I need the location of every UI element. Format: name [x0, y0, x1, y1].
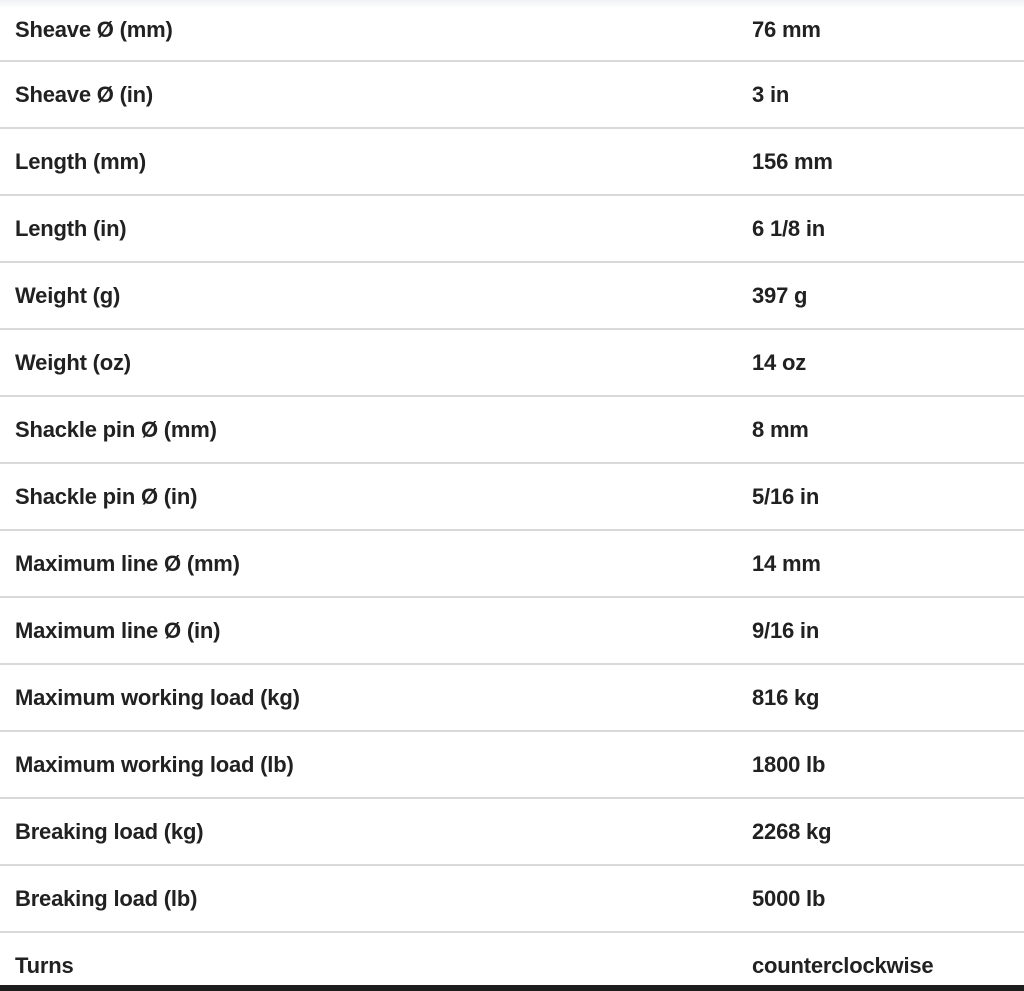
spec-label: Weight (g) [15, 282, 121, 308]
spec-label: Maximum line Ø (in) [15, 617, 221, 643]
spec-value: 5/16 in [752, 483, 820, 509]
spec-row [0, 531, 1024, 598]
spec-row [0, 866, 1024, 933]
spec-row [0, 933, 1024, 991]
spec-value: 397 g [752, 282, 808, 308]
spec-label: Breaking load (kg) [15, 818, 204, 844]
spec-label: Sheave Ø (in) [15, 81, 153, 107]
spec-label: Length (in) [15, 215, 127, 241]
spec-row [0, 0, 1024, 62]
spec-row [0, 665, 1024, 732]
spec-value: 5000 lb [752, 885, 826, 911]
spec-value: counterclockwise [752, 952, 934, 978]
spec-value: 76 mm [752, 17, 821, 42]
spec-label: Maximum working load (kg) [15, 684, 300, 710]
spec-label: Turns [15, 952, 74, 978]
spec-value: 6 1/8 in [752, 215, 825, 241]
spec-label: Length (mm) [15, 148, 147, 174]
spec-label: Shackle pin Ø (in) [15, 483, 198, 509]
spec-value: 3 in [752, 81, 790, 107]
spec-value: 816 kg [752, 684, 820, 710]
bottom-dark-band [0, 985, 1024, 991]
spec-value: 8 mm [752, 416, 809, 442]
spec-row [0, 598, 1024, 665]
spec-row [0, 129, 1024, 196]
spec-row [0, 397, 1024, 464]
spec-label: Maximum working load (lb) [15, 751, 294, 777]
spec-row [0, 799, 1024, 866]
spec-value: 14 oz [752, 349, 807, 375]
spec-row [0, 196, 1024, 263]
spec-row [0, 464, 1024, 531]
spec-row [0, 732, 1024, 799]
spec-value: 14 mm [752, 550, 821, 576]
spec-value: 2268 kg [752, 818, 832, 844]
spec-row [0, 330, 1024, 397]
spec-label: Shackle pin Ø (mm) [15, 416, 217, 442]
spec-row [0, 62, 1024, 129]
spec-label: Sheave Ø (mm) [15, 17, 173, 42]
spec-label: Maximum line Ø (mm) [15, 550, 240, 576]
spec-value: 1800 lb [752, 751, 826, 777]
spec-value: 9/16 in [752, 617, 820, 643]
spec-label: Weight (oz) [15, 349, 131, 375]
spec-value: 156 mm [752, 148, 833, 174]
spec-label: Breaking load (lb) [15, 885, 198, 911]
spec-row [0, 263, 1024, 330]
